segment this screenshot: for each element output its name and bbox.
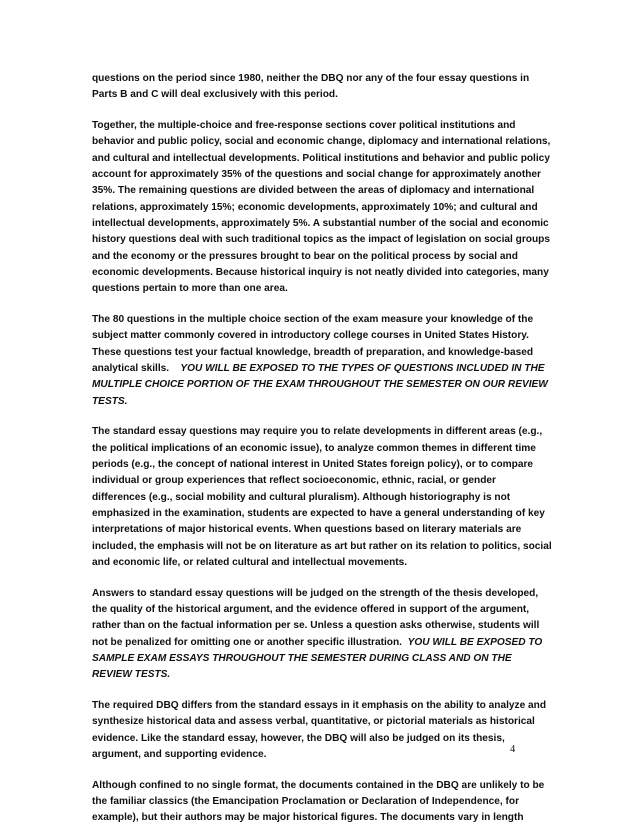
paragraph-dbq-documents bbox=[92, 778, 552, 827]
paragraph-dbq bbox=[92, 698, 552, 763]
paragraph-continuation bbox=[92, 71, 552, 104]
paragraph-text: The standard essay questions may require you to relate developments in different areas (e.g., the political implications of an economic issue), to analyze common themes in different time periods (e.g., the concept of national interest in United States foreign policy), or to compare individual or group experiences that reflect socioeconomic, ethnic, racial, or gender differences (e.g., social mobility and cultural pluralism). Although historiography is not emphasized in the examination, students are expected to have a general understanding of key interpretations of major historical events. When questions based on literary materials are included, the emphasis will not be on literature as art but rather on its relation to politics, social and economic life, or related cultural and intellectual movements. bbox=[92, 426, 552, 568]
paragraph-multiple-choice bbox=[92, 312, 552, 410]
body-text bbox=[92, 71, 552, 827]
paragraph-text: Although confined to no single format, the documents contained in the DBQ are unlikely to be the familiar classics (the Emancipation Proclamation or Declaration of Independence, for example), but their authors may be major historical figures. The documents vary in length bbox=[92, 779, 545, 824]
paragraph-essay-grading bbox=[92, 586, 552, 684]
paragraph-text: questions on the period since 1980, neither the DBQ nor any of the four essay questions in Parts B and C will deal exclusively with this period. bbox=[92, 73, 530, 101]
paragraph-emphasis: YOU WILL BE EXPOSED TO SAMPLE EXAM ESSAYS THROUGHOUT THE SEMESTER DURING CLASS AND ON THE REVIEW TESTS. bbox=[92, 636, 543, 681]
paragraph-text: The 80 questions in the multiple choice section of the exam measure your knowledge of the subject matter commonly covered in introductory college courses in United States History. These questions test your factual knowledge, breadth of preparation, and knowledge-based analytical skills. bbox=[92, 314, 534, 374]
paragraph-standard-essays bbox=[92, 424, 552, 571]
page-number: 4 bbox=[510, 744, 516, 755]
paragraph-emphasis: YOU WILL BE EXPOSED TO THE TYPES OF QUESTIONS INCLUDED IN THE MULTIPLE CHOICE PORTION OF THE EXAM THROUGHOUT THE SEMESTER ON OUR REVIEW TESTS. bbox=[92, 362, 548, 407]
paragraph-section-coverage bbox=[92, 118, 552, 297]
paragraph-text: The required DBQ differs from the standard essays in it emphasis on the ability to analyze and synthesize historical data and assess verbal, quantitative, or pictorial materials as historical evidence. Like the standard essay, however, the DBQ will also be judged on its thesis, argument, and supporting evidence. bbox=[92, 700, 547, 760]
paragraph-text: Together, the multiple-choice and free-response sections cover political institutions and behavior and public policy, social and economic change, diplomacy and international relations, and cultural and intellectual developments. Political institutions and behavior and public policy account for approximately 35% of the questions and social change for approximately another 35%. The remaining questions are divided between the areas of diplomacy and international relations, approximately 15%; economic developments, approximately 10%; and cultural and intellectual developments, approximately 5%. A substantial number of the social and economic history questions deal with such traditional topics as the impact of legislation on social groups and the economy or the pressures brought to bear on the political process by social and economic developments. Because historical inquiry is not neatly divided into categories, many questions pertain to more than one area. bbox=[92, 120, 551, 295]
paragraph-text: Answers to standard essay questions will be judged on the strength of the thesis developed, the quality of the historical argument, and the evidence offered in support of the argument, rather than on the factual information per se. Unless a question asks otherwise, students will not be penalized for omitting one or another specific illustration. bbox=[92, 587, 540, 648]
